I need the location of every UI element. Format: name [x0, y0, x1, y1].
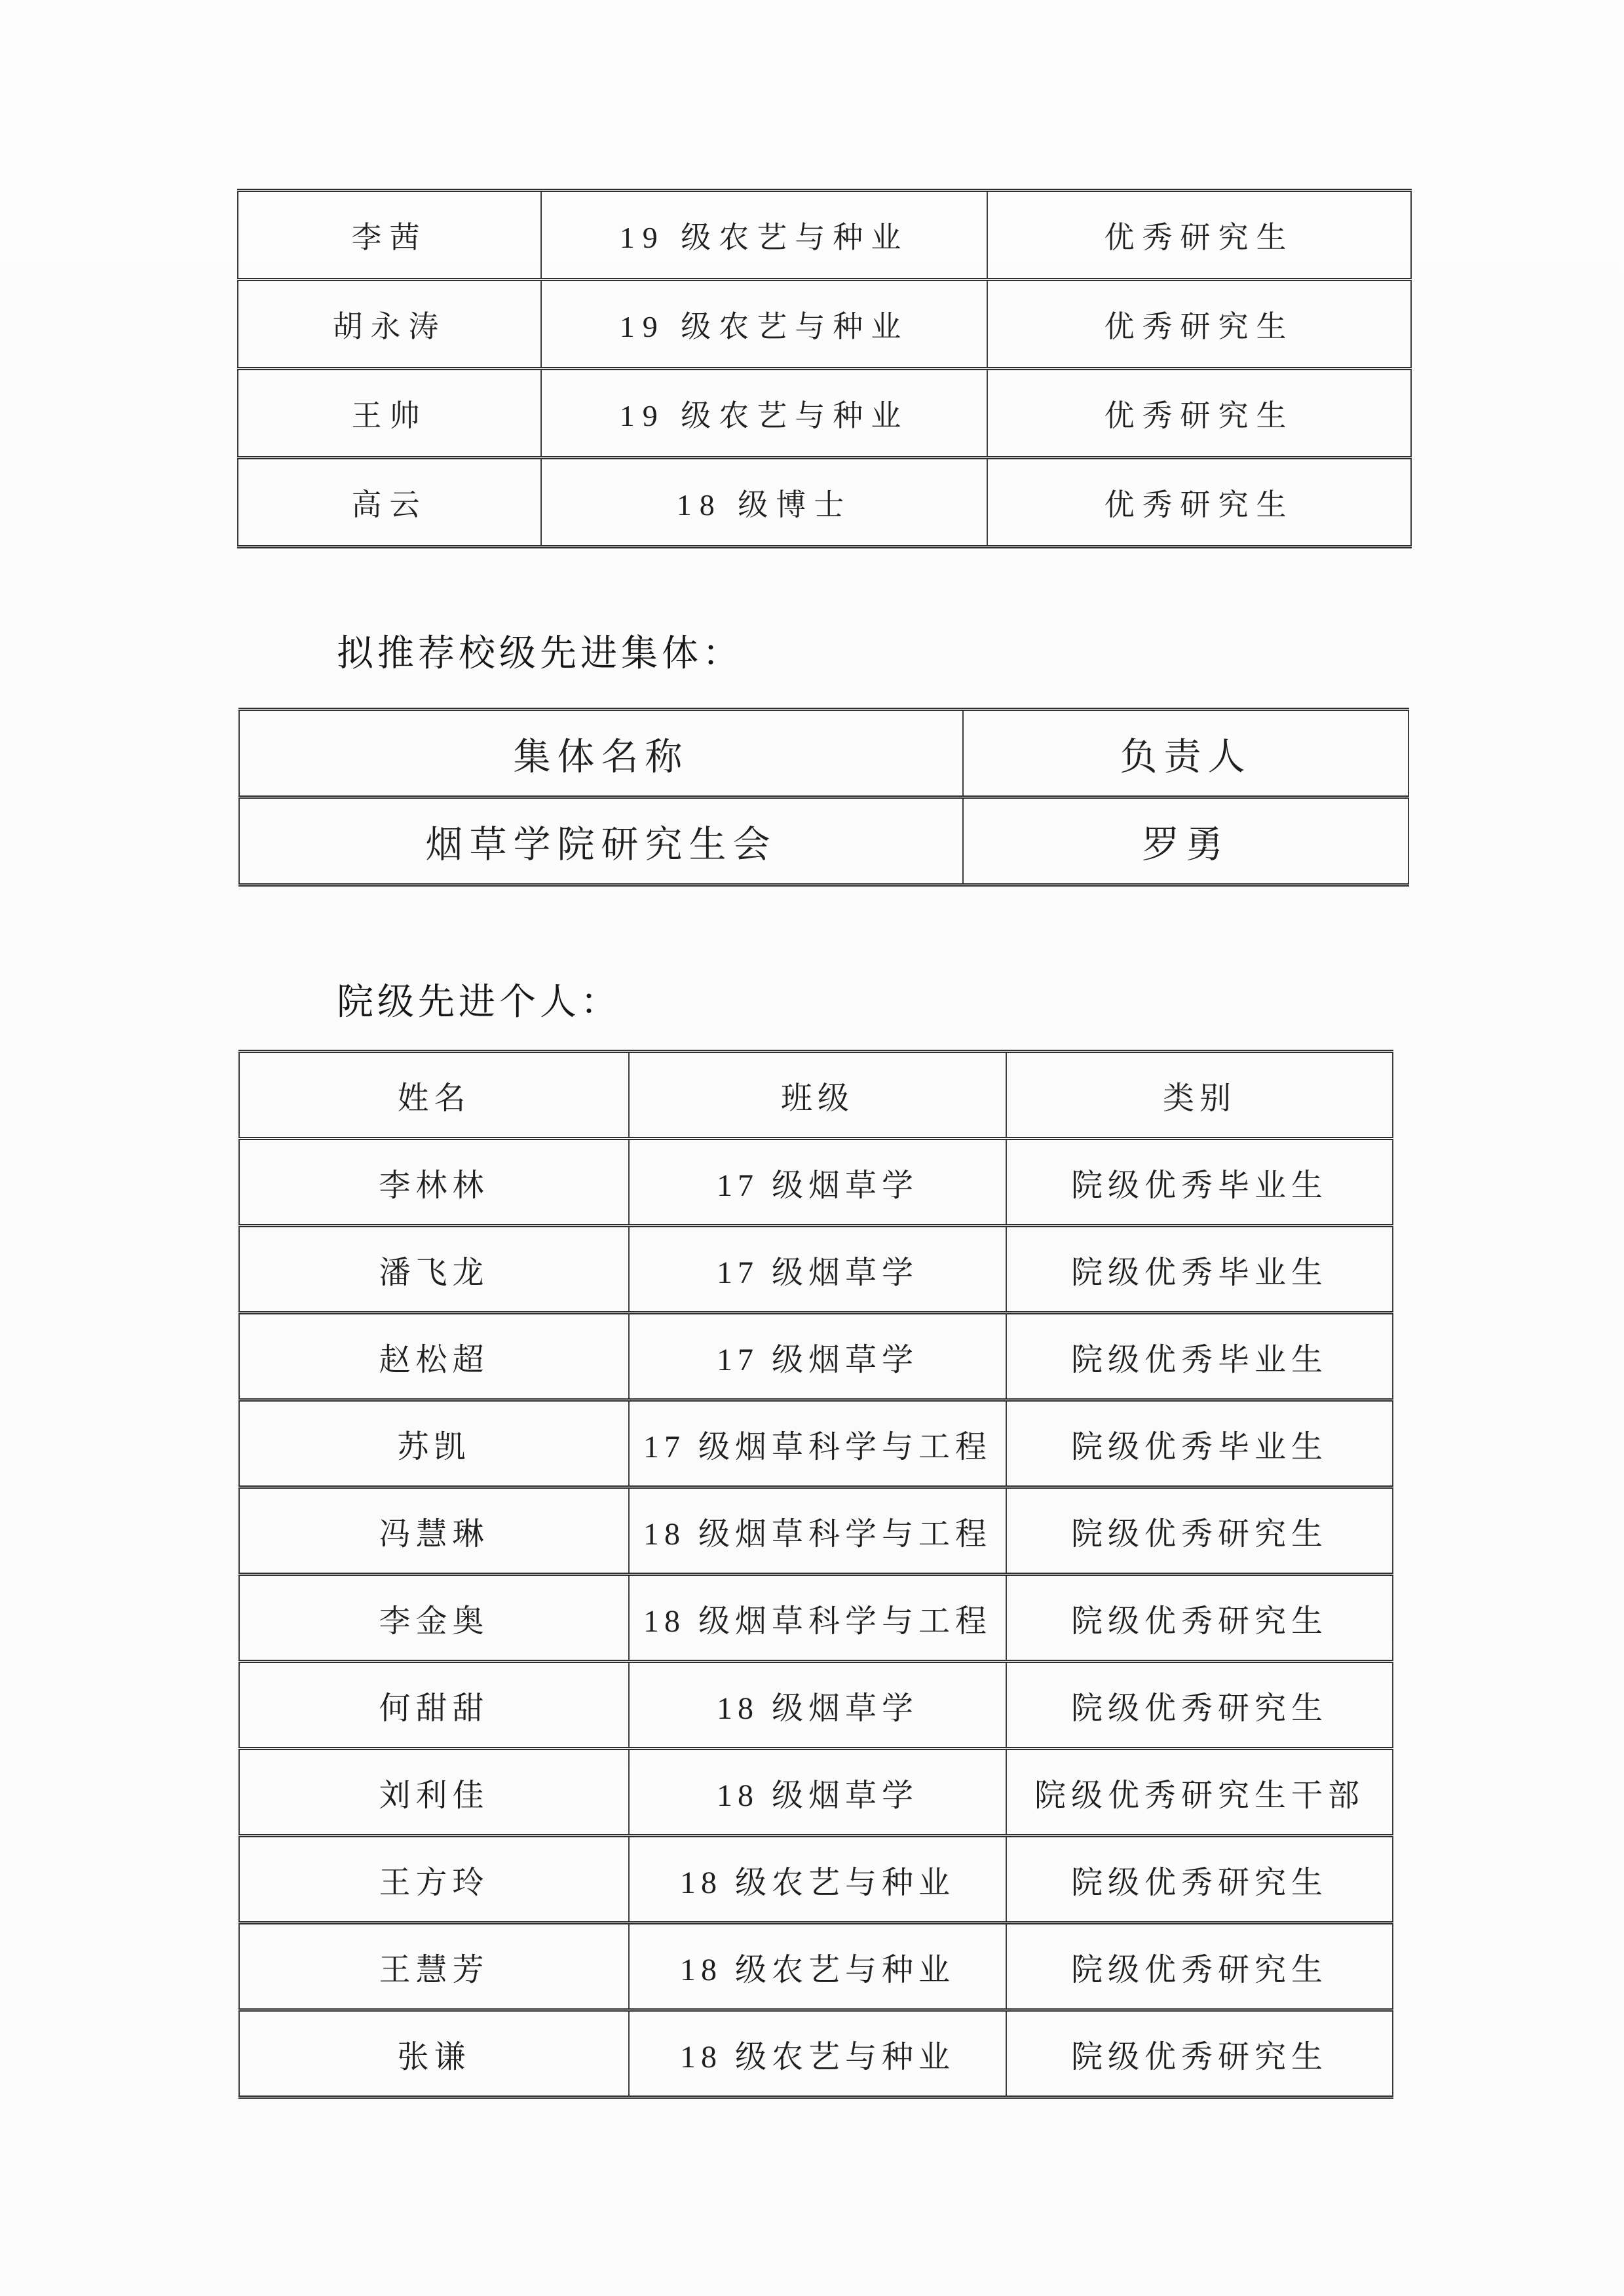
school-individual-table [237, 189, 1412, 548]
college-individual-table [238, 1050, 1393, 2099]
school-collective-heading: 拟推荐校级先进集体： [337, 634, 743, 674]
header-class: 班级 [629, 1052, 1006, 1139]
table-row [239, 1836, 1393, 1923]
cell-leader: 罗勇 [963, 797, 1408, 885]
cell-class: 19 级农艺与种业 [541, 280, 987, 369]
table-row [239, 1313, 1393, 1400]
header-leader: 负责人 [963, 710, 1408, 797]
cell-name: 王慧芳 [239, 1923, 629, 2010]
cell-category: 院级优秀研究生 [1006, 1487, 1393, 1575]
school-collective-table [238, 708, 1409, 887]
cell-class: 17 级烟草学 [629, 1313, 1006, 1400]
cell-class: 17 级烟草学 [629, 1226, 1006, 1313]
table-row [238, 280, 1411, 369]
cell-collective-name: 烟草学院研究生会 [239, 797, 963, 885]
cell-category: 院级优秀毕业生 [1006, 1139, 1393, 1226]
table-row [239, 1226, 1393, 1313]
cell-category: 优秀研究生 [987, 369, 1411, 458]
table-row [239, 1662, 1393, 1749]
table-row [239, 1139, 1393, 1226]
cell-class: 18 级农艺与种业 [629, 2010, 1006, 2097]
cell-class: 18 级博士 [541, 458, 987, 547]
cell-name: 何甜甜 [239, 1662, 629, 1749]
table-row [239, 1487, 1393, 1575]
cell-category: 院级优秀毕业生 [1006, 1400, 1393, 1487]
cell-name: 潘飞龙 [239, 1226, 629, 1313]
table-row [239, 1400, 1393, 1487]
cell-class: 18 级烟草学 [629, 1749, 1006, 1836]
cell-name: 苏凯 [239, 1400, 629, 1487]
cell-name: 张谦 [239, 2010, 629, 2097]
cell-category: 院级优秀研究生 [1006, 1662, 1393, 1749]
cell-category: 院级优秀研究生 [1006, 2010, 1393, 2097]
cell-category: 优秀研究生 [987, 280, 1411, 369]
cell-category: 院级优秀研究生 [1006, 1923, 1393, 2010]
cell-name: 王方玲 [239, 1836, 629, 1923]
cell-name: 李金奥 [239, 1575, 629, 1662]
cell-class: 17 级烟草科学与工程 [629, 1400, 1006, 1487]
table-row [238, 458, 1411, 547]
cell-class: 18 级烟草科学与工程 [629, 1575, 1006, 1662]
cell-class: 19 级农艺与种业 [541, 191, 987, 280]
cell-name: 刘利佳 [239, 1749, 629, 1836]
cell-category: 优秀研究生 [987, 458, 1411, 547]
table-row [239, 1923, 1393, 2010]
cell-class: 18 级农艺与种业 [629, 1923, 1006, 2010]
college-individual-heading: 院级先进个人： [337, 982, 621, 1023]
cell-category: 院级优秀研究生 [1006, 1575, 1393, 1662]
cell-name: 赵松超 [239, 1313, 629, 1400]
header-name: 姓名 [239, 1052, 629, 1139]
cell-category: 院级优秀毕业生 [1006, 1226, 1393, 1313]
table-row [238, 191, 1411, 280]
table-row [239, 797, 1408, 885]
table-row [239, 1749, 1393, 1836]
cell-class: 18 级烟草学 [629, 1662, 1006, 1749]
cell-category: 院级优秀研究生 [1006, 1836, 1393, 1923]
cell-name: 胡永涛 [238, 280, 541, 369]
cell-class: 19 级农艺与种业 [541, 369, 987, 458]
table-header-row [239, 710, 1408, 797]
cell-class: 17 级烟草学 [629, 1139, 1006, 1226]
table-row [239, 2010, 1393, 2097]
cell-name: 冯慧琳 [239, 1487, 629, 1575]
cell-name: 王帅 [238, 369, 541, 458]
cell-category: 优秀研究生 [987, 191, 1411, 280]
header-collective-name: 集体名称 [239, 710, 963, 797]
cell-name: 高云 [238, 458, 541, 547]
cell-name: 李林林 [239, 1139, 629, 1226]
cell-class: 18 级农艺与种业 [629, 1836, 1006, 1923]
table-row [239, 1575, 1393, 1662]
header-category: 类别 [1006, 1052, 1393, 1139]
table-header-row [239, 1052, 1393, 1139]
cell-class: 18 级烟草科学与工程 [629, 1487, 1006, 1575]
cell-name: 李茜 [238, 191, 541, 280]
table-row [238, 369, 1411, 458]
cell-category: 院级优秀研究生干部 [1006, 1749, 1393, 1836]
cell-category: 院级优秀毕业生 [1006, 1313, 1393, 1400]
